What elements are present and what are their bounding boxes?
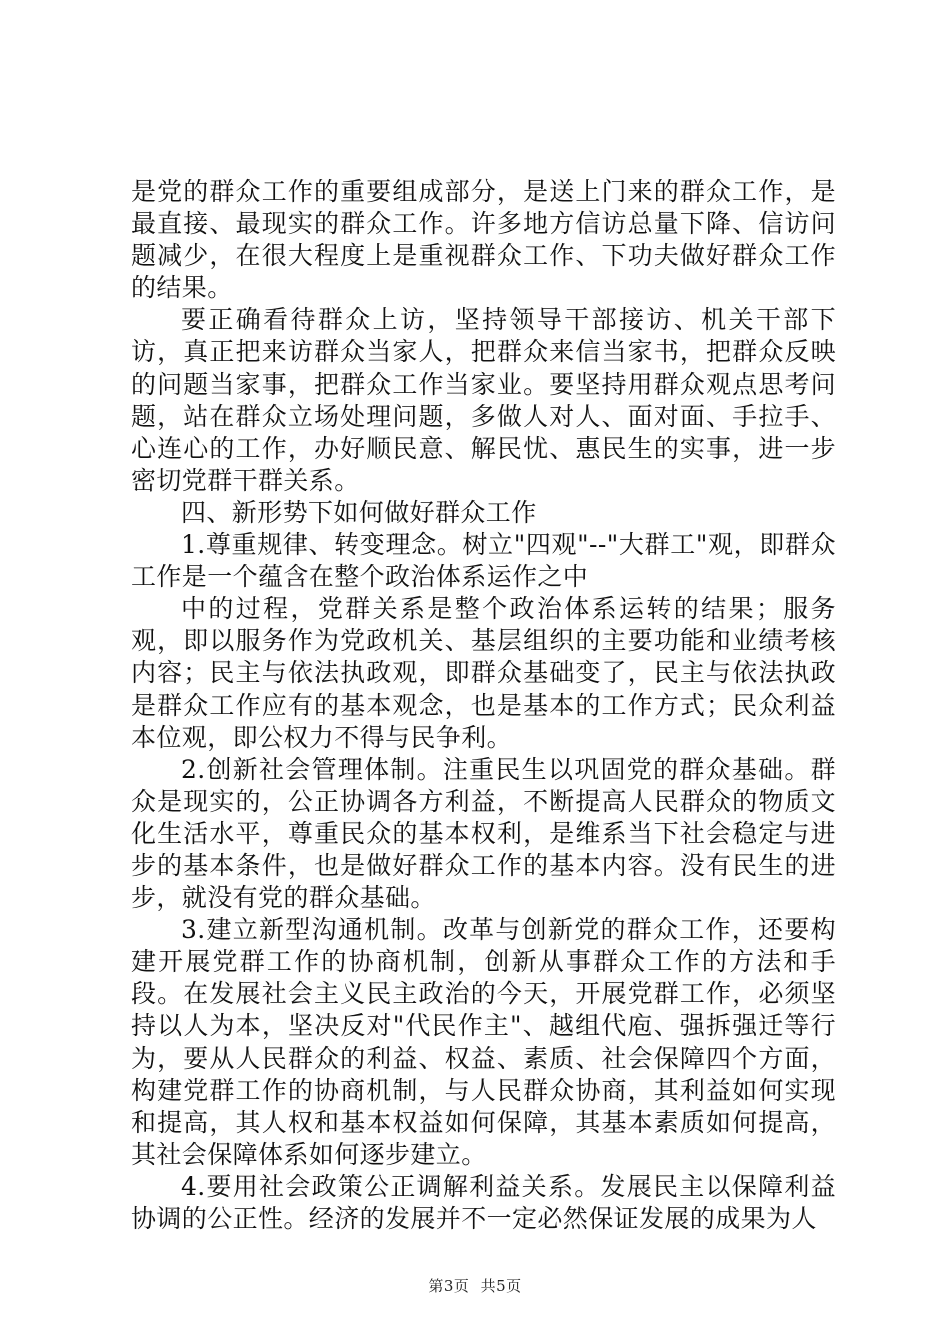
section-heading: 四、新形势下如何做好群众工作 (181, 497, 537, 527)
document-body (131, 176, 836, 1235)
paragraph-item-1: 1.尊重规律、转变理念。树立"四观"--"大群工"观，即群众工作是一个蕴含在整个政治体系运作之中 (131, 530, 836, 592)
paragraph-1: 是党的群众工作的重要组成部分，是送上门来的群众工作，是最直接、最现实的群众工作。许多地方信访总量下降、信访问题减少，在很大程度上是重视群众工作、下功夫做好群众工作的结果。 (131, 177, 836, 303)
paragraph-item-1-continued: 中的过程，党群关系是整个政治体系运转的结果；服务观，即以服务作为党政机关、基层组织的主要功能和业绩考核内容；民主与依法执政观，即群众基础变了，民主与依法执政是群众工作应有的基本观念，也是基本的工作方式；民众利益本位观，即公权力不得与民争利。 (131, 594, 836, 752)
paragraph-item-3: 3.建立新型沟通机制。改革与创新党的群众工作，还要构建开展党群工作的协商机制，创新从事群众工作的方法和手段。在发展社会主义民主政治的今天，开展党群工作，必须坚持以人为本，坚决反对"代民作主"、越组代庖、强拆强迁等行为，要从人民群众的利益、权益、素质、社会保障四个方面，构建党群工作的协商机制，与人民群众协商，其利益如何实现和提高，其人权和基本权益如何保障，其基本素质如何提高，其社会保障体系如何逐步建立。 (131, 915, 836, 1169)
paragraph-item-4: 4.要用社会政策公正调解利益关系。发展民主以保障利益协调的公正性。经济的发展并不一定必然保证发展的成果为人 (131, 1171, 836, 1233)
page-footer (0, 1275, 950, 1296)
paragraph-item-2: 2.创新社会管理体制。注重民生以巩固党的群众基础。群众是现实的，公正协调各方利益，不断提高人民群众的物质文化生活水平，尊重民众的基本权利，是维系当下社会稳定与进步的基本条件，也是做好群众工作的基本内容。没有民生的进步，就没有党的群众基础。 (131, 754, 836, 913)
page-number: 第3页 (428, 1277, 470, 1295)
page-total: 共5页 (480, 1277, 522, 1295)
paragraph-2: 要正确看待群众上访，坚持领导干部接访、机关干部下访，真正把来访群众当家人，把群众来信当家书，把群众反映的问题当家事，把群众工作当家业。要坚持用群众观点思考问题，站在群众立场处理问题，多做人对人、面对面、手拉手、心连心的工作，办好顺民意、解民忧、惠民生的实事，进一步密切党群干群关系。 (131, 305, 836, 495)
